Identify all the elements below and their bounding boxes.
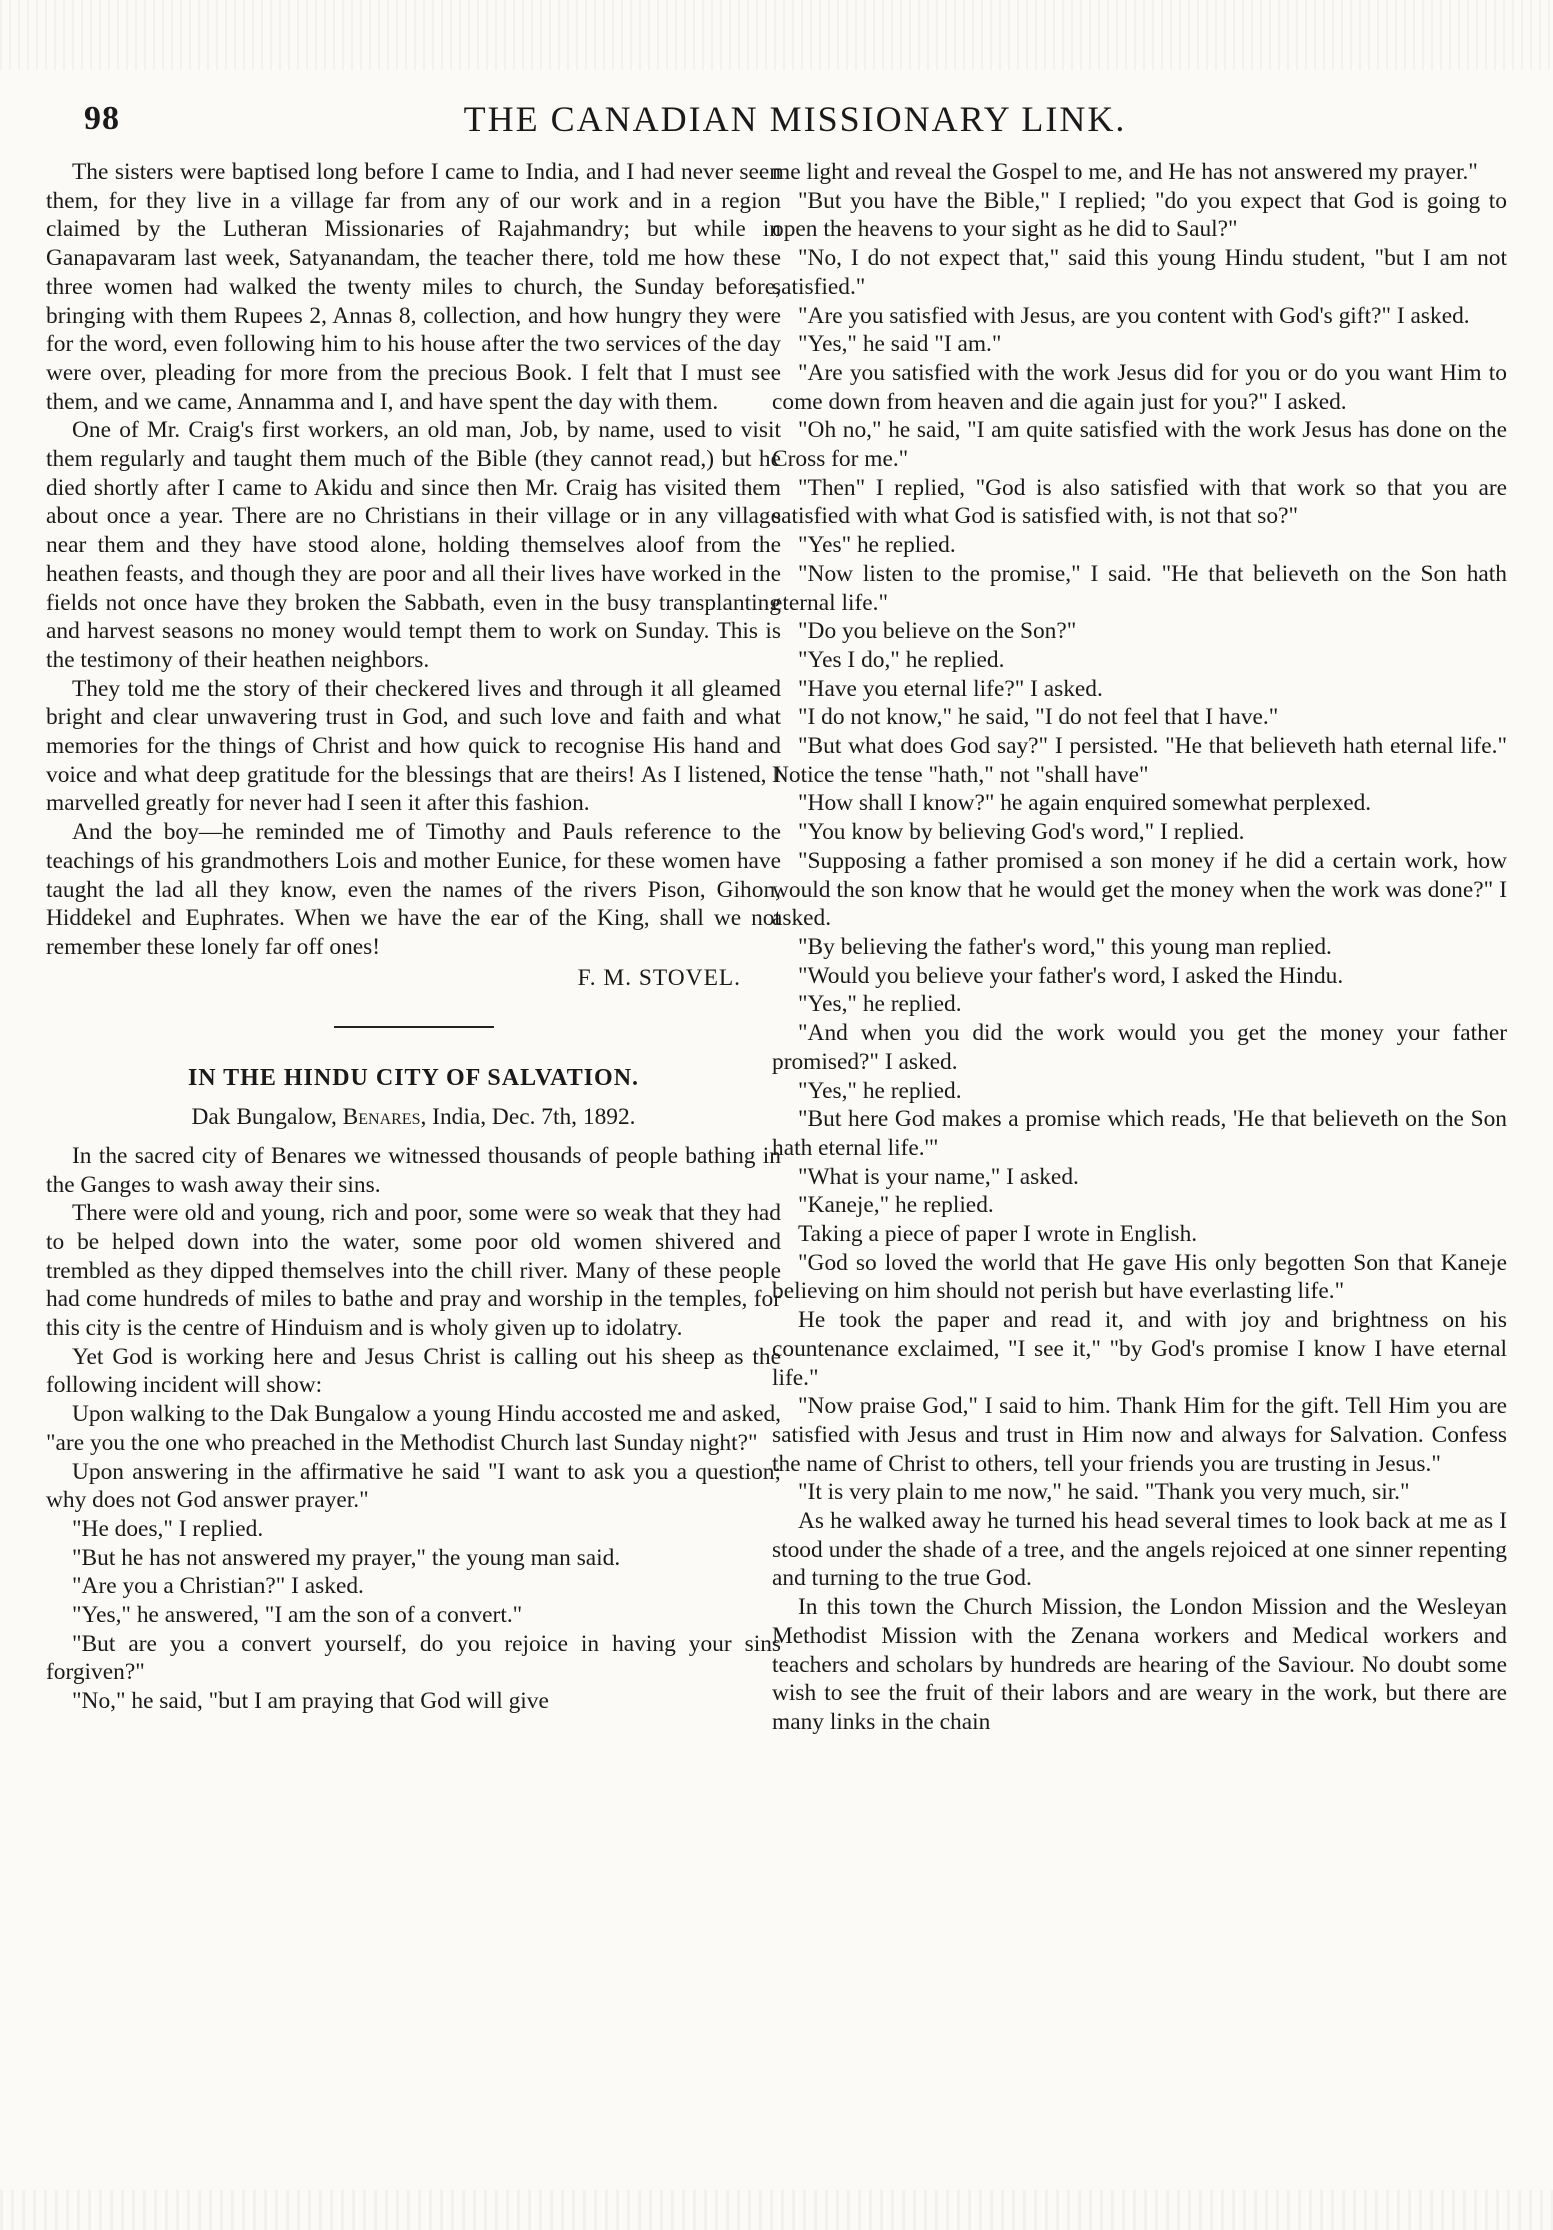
paragraph: "Now listen to the promise," I said. "He that believeth on the Son hath eternal life." bbox=[772, 560, 1507, 616]
paragraph: Taking a piece of paper I wrote in English. bbox=[798, 1221, 1198, 1248]
page-header bbox=[70, 96, 1520, 146]
paragraph: "Yes," he replied. bbox=[798, 1077, 962, 1104]
author-signature: F. M. STOVEL. bbox=[577, 964, 741, 991]
page-edge-speckle bbox=[0, 0, 1553, 70]
paragraph: "But here God makes a promise which reads, 'He that believeth on the Son hath eternal life.'" bbox=[772, 1106, 1507, 1161]
paragraph: me light and reveal the Gospel to me, and He has not answered my prayer." bbox=[772, 159, 1478, 185]
paragraph: He took the paper and read it, and with joy and brightness on his countenance exclaimed, "I see it," "by God's promise I know I have eternal life." bbox=[772, 1307, 1507, 1391]
paragraph: "By believing the father's word," this young man replied. bbox=[798, 933, 1332, 960]
paragraph: "But are you a convert yourself, do you rejoice in having your sins forgiven?" bbox=[46, 1630, 781, 1686]
left-column bbox=[46, 158, 781, 2203]
section-divider bbox=[334, 1026, 494, 1028]
paragraph: They told me the story of their checkered lives and through it all gleamed bright and clear unwavering trust in God, and such love and faith and what memories for the things of Christ and how quick to recognise His hand and voice and what deep gratitude for the blessings that are theirs! As I listened, I marvelled greatly for never had I seen it after this fashion. bbox=[46, 675, 781, 817]
paragraph: "Yes," he answered, "I am the son of a convert." bbox=[72, 1602, 523, 1629]
paragraph: The sisters were baptised long before I came to India, and I had never seen them, for they live in a village far from any of our work and in a region claimed by the Lutheran Missionaries of Rajahmandry; but while in Ganapavaram last week, Satyanandam, the teacher there, told me how these three women had walked the twenty miles to church, the Sunday before, bringing with them Rupees 2, Annas 8, collection, and how hungry they were for the word, even following him to his house after the two services of the day were over, pleading for more from the precious Book. I felt that I must see them, and we came, Annamma and I, and have spent the day with them. bbox=[46, 159, 781, 415]
paragraph: In this town the Church Mission, the London Mission and the Wesleyan Methodist Mission with the Zenana workers and Medical workers and teachers and scholars by hundreds are hearing of the Saviour. No doubt some wish to see the fruit of their labors and are weary in the work, but there are many links in the chain bbox=[772, 1594, 1507, 1735]
paragraph: "Then" I replied, "God is also satisfied with that work so that you are satisfied with what God is satisfied with, is not that so?" bbox=[772, 474, 1507, 530]
paragraph: And the boy—he reminded me of Timothy and Pauls reference to the teachings of his grandmothers Lois and mother Eunice, for these women have taught the lad all they know, even the names of the rivers Pison, Gihon, Hiddekel and Euphrates. When we have the ear of the King, shall we not remember these lonely far off ones! bbox=[46, 819, 781, 960]
paragraph: "It is very plain to me now," he said. "Thank you very much, sir." bbox=[798, 1479, 1410, 1506]
paragraph: "Yes" he replied. bbox=[798, 532, 956, 559]
paragraph: "No," he said, "but I am praying that God will give bbox=[72, 1688, 549, 1715]
paragraph: Yet God is working here and Jesus Christ is calling out his sheep as the following incident will show: bbox=[46, 1343, 781, 1399]
paragraph: "Are you satisfied with the work Jesus did for you or do you want Him to come down from heaven and die again just for you?" I asked. bbox=[772, 359, 1507, 415]
paragraph: "God so loved the world that He gave His only begotten Son that Kaneje believing on him should not perish but have everlasting life." bbox=[772, 1249, 1507, 1305]
paragraph: "I do not know," he said, "I do not feel that I have." bbox=[798, 704, 1279, 731]
paragraph: There were old and young, rich and poor, some were so weak that they had to be helped down into the water, some poor old women shivered and trembled as they dipped themselves into the chill river. Many of these people had come hundreds of miles to bathe and pray and worship in the temples, for this city is the centre of Hinduism and is wholy given up to idolatry. bbox=[46, 1200, 781, 1342]
paragraph: "And when you did the work would you get the money your father promised?" I asked. bbox=[772, 1020, 1507, 1075]
paragraph: "Are you satisfied with Jesus, are you content with God's gift?" I asked. bbox=[798, 302, 1470, 329]
paragraph: "But what does God say?" I persisted. "He that believeth hath eternal life." Notice the tense "hath," not "shall have" bbox=[772, 733, 1507, 788]
paragraph: "Yes," he replied. bbox=[798, 991, 962, 1018]
paragraph: "Now praise God," I said to him. Thank Him for the gift. Tell Him you are satisfied with Jesus and trust in Him now and always for Salvation. Confess the name of Christ to others, tell your friends you are trusting in Jesus." bbox=[772, 1393, 1507, 1477]
dateline-suffix: , India, Dec. 7th, 1892. bbox=[420, 1104, 636, 1131]
page-number: 98 bbox=[84, 100, 120, 137]
page-edge-speckle bbox=[0, 2190, 1553, 2230]
paragraph: Upon answering in the affirmative he said "I want to ask you a question; why does not God answer prayer." bbox=[46, 1458, 781, 1514]
paragraph: "Would you believe your father's word, I asked the Hindu. bbox=[798, 962, 1344, 989]
journal-title: THE CANADIAN MISSIONARY LINK. bbox=[463, 99, 1127, 139]
paragraph: "Do you believe on the Son?" bbox=[798, 618, 1077, 645]
paragraph: "Kaneje," he replied. bbox=[798, 1192, 994, 1219]
paragraph: "But he has not answered my prayer," the young man said. bbox=[72, 1544, 621, 1571]
paragraph: "Are you a Christian?" I asked. bbox=[72, 1573, 364, 1600]
paragraph: "What is your name," I asked. bbox=[798, 1163, 1079, 1190]
paragraph: As he walked away he turned his head several times to look back at me as I stood under the shade of a tree, and the angels rejoiced at one sinner repenting and turning to the true God. bbox=[772, 1508, 1507, 1592]
paragraph: "Oh no," he said, "I am quite satisfied with the work Jesus has done on the Cross for me." bbox=[772, 417, 1507, 473]
paragraph: "Yes I do," he replied. bbox=[798, 646, 1005, 673]
paragraph: In the sacred city of Benares we witnessed thousands of people bathing in the Ganges to wash away their sins. bbox=[46, 1142, 781, 1198]
paragraph: One of Mr. Craig's first workers, an old man, Job, by name, used to visit them regularly and taught them much of the Bible (they cannot read,) but he died shortly after I came to Akidu and since then Mr. Craig has visited them about once a year. There are no Christians in their village or in any village near them and they have stood alone, holding themselves aloof from the heathen feasts, and though they are poor and all their lives have worked in the fields not once have they broken the Sabbath, even in the busy transplanting and harvest seasons no money would tempt them to work on Sunday. This is the testimony of their heathen neighbors. bbox=[46, 417, 781, 673]
dateline-prefix: Dak Bungalow, bbox=[191, 1104, 343, 1131]
paragraph: Upon walking to the Dak Bungalow a young Hindu accosted me and asked, "are you the one who preached in the Methodist Church last Sunday night?" bbox=[46, 1401, 781, 1456]
paragraph: "Yes," he said "I am." bbox=[798, 331, 1002, 358]
paragraph: "How shall I know?" he again enquired somewhat perplexed. bbox=[798, 790, 1372, 817]
right-column bbox=[772, 158, 1507, 2203]
paragraph: "Supposing a father promised a son money if he did a certain work, how would the son know that he would get the money when the work was done?" I asked. bbox=[772, 847, 1507, 932]
dateline-city: Benares bbox=[342, 1104, 421, 1131]
paragraph: "He does," I replied. bbox=[72, 1515, 264, 1542]
paragraph: "You know by believing God's word," I replied. bbox=[798, 819, 1245, 846]
article-dateline bbox=[46, 1103, 781, 1132]
paragraph: "Have you eternal life?" I asked. bbox=[798, 675, 1103, 702]
paragraph: "But you have the Bible," I replied; "do you expect that God is going to open the heavens to your sight as he did to Saul?" bbox=[772, 187, 1507, 243]
article-heading: IN THE HINDU CITY OF SALVATION. bbox=[187, 1065, 640, 1092]
paragraph: "No, I do not expect that," said this young Hindu student, "but I am not satisfied." bbox=[772, 245, 1507, 300]
